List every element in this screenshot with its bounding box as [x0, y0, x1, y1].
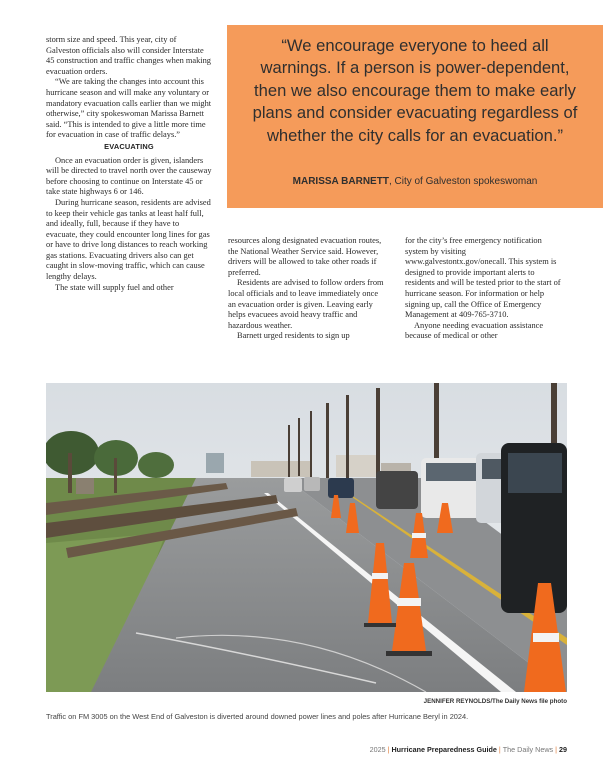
- photo-caption: Traffic on FM 3005 on the West End of Galveston is diverted around downed power lines and poles after Hurricane Beryl in 2024.: [46, 712, 469, 721]
- paragraph: During hurricane season, residents are advised to keep their vehicle gas tanks at least half full, and ideally, full, because if they have to evacuate, they could encounter long lines for gas or have to drive long distances to reach working gas stations. Evacuating drivers also can get caught in slow-moving traffic, which can cause lengthy delays.: [46, 197, 211, 282]
- paragraph: “We are taking the changes into account this hurricane season and will make any voluntary or mandatory evacuation calls earlier than we might otherwise,” city spokeswoman Marissa Barnett said. “This is intended to give a little more time for evacuation in case of traffic delays.”: [46, 77, 212, 140]
- pull-quote-name: MARISSA BARNETT: [292, 176, 389, 187]
- page-number: 29: [559, 745, 567, 754]
- paragraph: The state will supply fuel and other: [55, 282, 174, 292]
- footer-publication: Hurricane Preparedness Guide: [391, 745, 497, 754]
- section-subhead: EVACUATING: [104, 141, 154, 151]
- paragraph: Once an evacuation order is given, islanders will be directed to travel north over the causeway before choosing to continue on Interstate 45 or take state highways 6 or 146.: [46, 155, 212, 197]
- pull-quote-text: “We encourage everyone to heed all warnings. If a person is power-dependent, then we also encourage them to make early plans and consider evacuating regardless of whether the city calls for an evacuation.”: [252, 36, 578, 145]
- page-footer: 2025 | Hurricane Preparedness Guide | The Daily News | 29: [369, 745, 567, 754]
- paragraph: storm size and speed. This year, city of Galveston officials also will consider Interstate 45 construction and traffic changes when making evacuation orders.: [46, 35, 211, 76]
- article-column-1: [46, 35, 212, 293]
- pull-quote-box: [227, 25, 603, 208]
- footer-year: 2025: [369, 745, 386, 754]
- photo-credit: JENNIFER REYNOLDS/The Daily News file photo: [423, 698, 567, 705]
- paragraph: for the city’s free emergency notification system by visiting www.galvestontx.gov/onecall. This system is designed to provide important alerts to residents and will be tested prior to the start of hurricane season. For information or help signing up, call the Office of Emergency Management at 409-765-3710.: [405, 236, 561, 320]
- article-column-3: [405, 236, 565, 342]
- article-column-2: [228, 236, 388, 342]
- footer-paper: The Daily News: [502, 745, 554, 754]
- paragraph: Anyone needing evacuation assistance because of medical or other: [405, 320, 544, 341]
- news-photo: [46, 383, 567, 692]
- paragraph: Residents are advised to follow orders from local officials and to leave immediately once an evacuation order is given. Leaving early helps evacuees avoid heavy traffic and hazardous weather.: [228, 278, 384, 330]
- paragraph: Barnett urged residents to sign up: [237, 331, 350, 341]
- pull-quote-title: , City of Galveston spokeswoman: [388, 176, 538, 187]
- pull-quote-attribution: [237, 176, 593, 187]
- paragraph: resources along designated evacuation routes, the National Weather Service said. However, drivers will be allowed to take other roads if preferred.: [228, 236, 382, 277]
